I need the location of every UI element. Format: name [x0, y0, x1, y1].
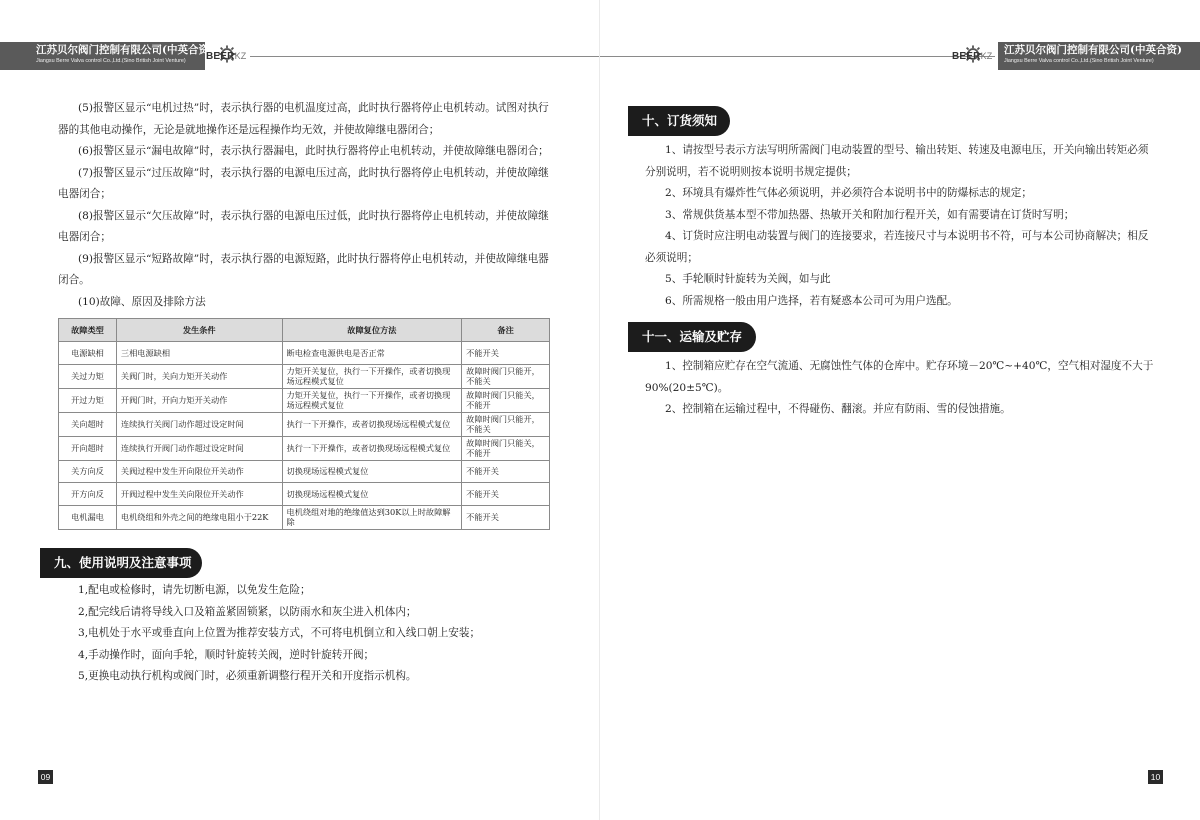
table-cell: 连续执行关阀门动作超过设定时间: [116, 412, 282, 436]
table-cell: 开向超时: [59, 436, 117, 460]
logo-text: BEER: [952, 51, 981, 62]
section-11-list: [645, 356, 1157, 421]
list-item: 2、环境具有爆炸性气体必须说明，并必须符合本说明书中的防爆标志的规定；: [665, 187, 1032, 199]
list-item: 6、所需规格一般由用户选择，若有疑惑本公司可为用户选配。: [665, 294, 958, 307]
table-cell: 关阀过程中发生开向限位开关动作: [116, 460, 282, 483]
table-cell: 执行一下开操作，或者切换现场远程模式复位: [282, 436, 462, 460]
list-item: 1、请按型号表示方法写明所需阀门电动装置的型号、输出转矩、转速及电源电压，开关向输出转矩必须分别说明，若不说明则按本说明书规定提供；: [645, 144, 1149, 178]
column-header: 故障复位方法: [282, 319, 462, 342]
list-item: 1、控制箱应贮存在空气流通、无腐蚀性气体的仓库中。贮存环境－20℃~+40℃，空气相对湿度不大于90%(20±5℃)。: [645, 360, 1154, 394]
table-row: [59, 460, 550, 483]
table-cell: 电源缺相: [59, 342, 117, 365]
alarm-item: (8)报警区显示“欠压故障”时，表示执行器的电源电压过低，此时执行器将停止电机转动，并使故障继电器闭合；: [58, 209, 549, 243]
table-cell: 开阀过程中发生关向限位开关动作: [116, 483, 282, 506]
table-cell: 关过力矩: [59, 364, 117, 388]
table-row: [59, 436, 550, 460]
alarm-item: (9)报警区显示“短路故障”时，表示执行器的电源短路，此时执行器将停止电机转动，并使故障继电器闭合。: [58, 252, 549, 286]
section-9-heading: 九、使用说明及注意事项: [40, 548, 202, 578]
table-row: [59, 412, 550, 436]
table-cell: 连续执行开阀门动作超过设定时间: [116, 436, 282, 460]
list-item: 4,手动操作时，面向手轮，顺时针旋转关阀，逆时针旋转开阀；: [78, 648, 375, 661]
table-cell: 力矩开关复位，执行一下开操作，或者切换现场远程模式复位: [282, 364, 462, 388]
list-item: 1,配电或检修时，请先切断电源，以免发生危险；: [78, 584, 311, 596]
list-item: 2、控制箱在运输过程中，不得碰伤、翻滚。并应有防雨、雪的侵蚀措施。: [665, 403, 1011, 415]
alarm-item: (10)故障、原因及排除方法: [78, 295, 206, 308]
table-row: [59, 505, 550, 529]
page-number-left: 09: [38, 770, 53, 784]
table-cell: 力矩开关复位，执行一下开操作，或者切换现场远程模式复位: [282, 388, 462, 412]
fault-table: [58, 318, 550, 530]
table-cell: 开方向反: [59, 483, 117, 506]
table-cell: 电机漏电: [59, 505, 117, 529]
table-cell: 故障时阀门只能开，不能关: [462, 364, 550, 388]
logo-suffix: KZ: [980, 51, 993, 61]
table-cell: 电机绕组对地的绝缘值达到30K以上时故障解除: [282, 505, 462, 529]
alarm-item: (7)报警区显示“过压故障”时，表示执行器的电源电压过高，此时执行器将停止电机转动，并使故障继电器闭合；: [58, 166, 549, 200]
table-cell: 故障时阀门只能开，不能关: [462, 412, 550, 436]
table-row: [59, 483, 550, 506]
right-page: [600, 0, 1200, 820]
section-10-list: [645, 140, 1157, 312]
section-11-heading: 十一、运输及贮存: [628, 322, 756, 352]
table-cell: 故障时阀门只能关，不能开: [462, 388, 550, 412]
table-cell: 执行一下开操作，或者切换现场远程模式复位: [282, 412, 462, 436]
table-cell: 开过力矩: [59, 388, 117, 412]
alarm-list: [58, 98, 552, 313]
list-item: 4、订货时应注明电动装置与阀门的连接要求，若连接尺寸与本说明书不符，可与本公司协商解决；相反必须说明；: [645, 230, 1149, 264]
table-cell: 开阀门时，开向力矩开关动作: [116, 388, 282, 412]
header-bar-left: [0, 42, 214, 70]
table-cell: 关阀门时，关向力矩开关动作: [116, 364, 282, 388]
list-item: 3、常规供货基本型不带加热器、热敏开关和附加行程开关，如有需要请在订货时写明；: [665, 208, 1075, 221]
alarm-item: (5)报警区显示“电机过热”时，表示执行器的电机温度过高，此时执行器将停止电机转动。试图对执行器的其他电动操作，无论是就地操作还是远程操作均无效，并使故障继电器闭合；: [58, 102, 549, 136]
section-10-heading: 十、订货须知: [628, 106, 730, 136]
header-bar-right: [998, 42, 1200, 70]
list-item: 5,更换电动执行机构或阀门时，必须重新调整行程开关和开度指示机构。: [78, 670, 417, 682]
list-item: 3,电机处于水平或垂直向上位置为推荐安装方式，不可将电机倒立和入线口朝上安装；: [78, 627, 481, 639]
table-cell: 故障时阀门只能关，不能开: [462, 436, 550, 460]
company-name-cn: 江苏贝尔阀门控制有限公司(中英合资): [1004, 44, 1182, 56]
table-cell: 切换现场远程模式复位: [282, 460, 462, 483]
table-header-row: [59, 319, 550, 342]
column-header: 备注: [462, 319, 550, 342]
logo-suffix: KZ: [234, 51, 247, 61]
header-rule-right: [600, 56, 995, 57]
table-cell: 三相电源缺相: [116, 342, 282, 365]
column-header: 发生条件: [116, 319, 282, 342]
company-name-en: Jiangsu Berre Valva control Co.,Ltd.(Sino British Joint Venture): [36, 58, 186, 64]
table-cell: 切换现场远程模式复位: [282, 483, 462, 506]
section-9-list: [58, 580, 552, 688]
logo-wordmark: [206, 51, 247, 62]
list-item: 2,配完线后请将导线入口及箱盖紧固锁紧，以防雨水和灰尘进入机体内；: [78, 605, 417, 618]
company-name-cn: 江苏贝尔阀门控制有限公司(中英合资): [36, 44, 214, 56]
alarm-item: (6)报警区显示“漏电故障”时，表示执行器漏电，此时执行器将停止电机转动，并使故障继电器闭合；: [78, 145, 549, 157]
column-header: 故障类型: [59, 319, 117, 342]
table-cell: 关向超时: [59, 412, 117, 436]
company-logo: [952, 44, 998, 68]
table-cell: 不能开关: [462, 483, 550, 506]
header-rule-left: [250, 56, 600, 57]
logo-text: BEER: [206, 51, 235, 62]
list-item: 5、手轮顺时针旋转为关阀，如与此: [665, 273, 831, 285]
table-row: [59, 364, 550, 388]
table-cell: 电机绕组和外壳之间的绝缘电阻小于22K: [116, 505, 282, 529]
table-cell: 不能开关: [462, 460, 550, 483]
table-cell: 断电检查电源供电是否正常: [282, 342, 462, 365]
table-cell: 关方向反: [59, 460, 117, 483]
company-name-en: Jiangsu Berre Valva control Co.,Ltd.(Sino British Joint Venture): [1004, 58, 1154, 64]
table-cell: 不能开关: [462, 505, 550, 529]
logo-wordmark: [952, 51, 993, 62]
page-number-right: 10: [1148, 770, 1163, 784]
table-row: [59, 342, 550, 365]
table-row: [59, 388, 550, 412]
company-logo: [206, 44, 252, 68]
table-cell: 不能开关: [462, 342, 550, 365]
